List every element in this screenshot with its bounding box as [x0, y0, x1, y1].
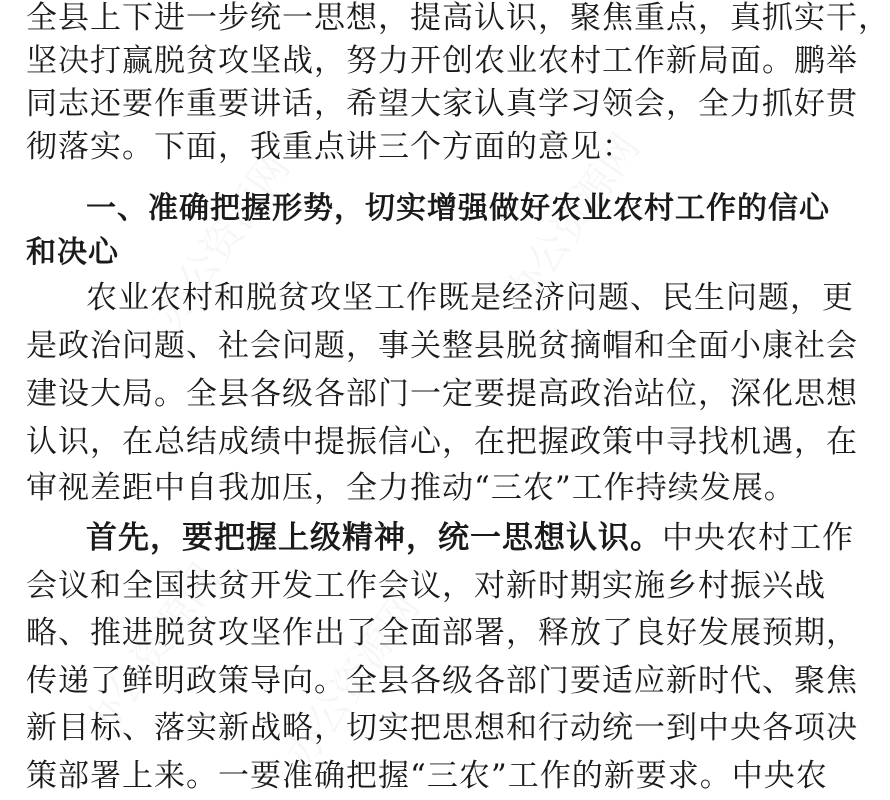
text-line: 审视差距中自我加压，全力推动“三农”工作持续发展。 [26, 470, 796, 506]
text-line: 同志还要作重要讲话，希望大家认真学习领会，全力抓好贯 [26, 86, 858, 122]
text-line: 新目标、落实新战略，切实把思想和行动统一到中央各项决 [26, 710, 858, 746]
watermark: 办公资源网 [146, 145, 300, 336]
text-line: 会议和全国扶贫开发工作会议，对新时期实施乡村振兴战 [26, 568, 826, 604]
watermark: 办公资源网 [496, 125, 650, 316]
text-line: 坚决打赢脱贫攻坚战，努力开创农业农村工作新局面。鹏举 [26, 43, 858, 79]
text-line: 建设大局。全县各级各部门一定要提高政治站位，深化思想 [26, 376, 858, 412]
text-span: 中央农村工作 [662, 520, 854, 556]
watermark: 办公资源网 [76, 555, 230, 746]
text-line: 农业农村和脱贫攻坚工作既是经济问题、民生问题，更 [86, 280, 854, 316]
section-heading: 一、准确把握形势，切实增强做好农业农村工作的信心 [86, 191, 830, 226]
text-line: 全县上下进一步统一思想，提高认识，聚焦重点，真抓实干， [26, 0, 890, 36]
watermark: 办公资源网 [276, 585, 430, 776]
section-heading: 和决心 [26, 235, 119, 270]
text-line: 略、推进脱贫攻坚作出了全面部署，释放了良好发展预期， [26, 615, 858, 651]
bold-lead-text: 首先，要把握上级精神，统一思想认识。 [86, 520, 662, 556]
text-line: 彻落实。下面，我重点讲三个方面的意见： [26, 129, 634, 165]
text-line: 策部署上来。一要准确把握“三农”工作的新要求。中央农 [26, 758, 828, 794]
text-line: 是政治问题、社会问题，事关整县脱贫摘帽和全面小康社会 [26, 328, 858, 364]
text-line [86, 517, 854, 559]
text-line: 认识，在总结成绩中提振信心，在把握政策中寻找机遇，在 [26, 424, 858, 460]
text-line: 传递了鲜明政策导向。全县各级各部门要适应新时代、聚焦 [26, 663, 858, 699]
